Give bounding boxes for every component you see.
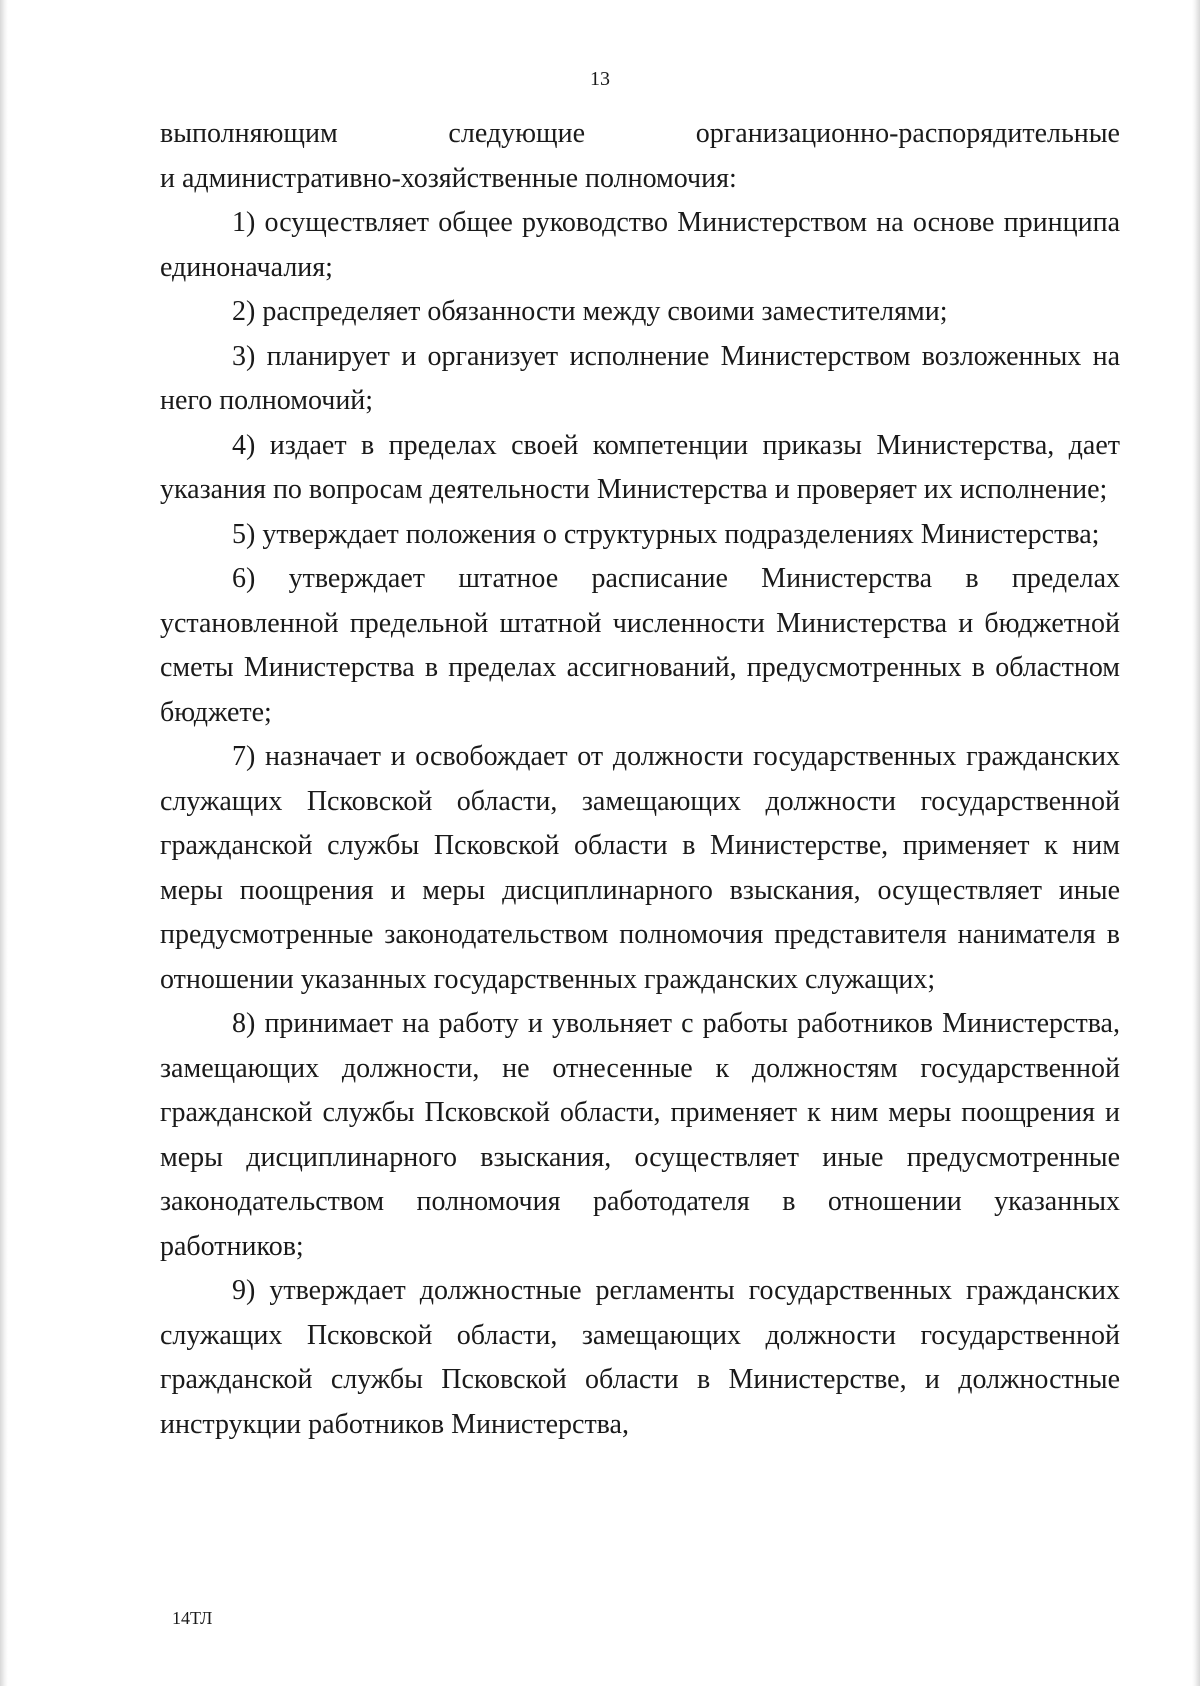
footer-document-code: 14ТЛ [172, 1608, 213, 1628]
list-item-5: 5) утверждает положения о структурных подразделениях Министерства; [232, 518, 1100, 550]
list-item-4: 4) издает в пределах своей компетенции приказы Министерства, дает указания по вопросам деятельности Министерства и проверяет их исполнение; [160, 429, 1120, 505]
list-item-8: 8) принимает на работу и увольняет с работы работников Министерства, замещающих должности, не отнесенные к должностям государственной гражданской службы Псковской области, применяет к ним меры поощрения и меры дисциплинарного взыскания, осуществляет иные предусмотренные законодательством полномочия работодателя в отношении указанных работников; [160, 1008, 1120, 1262]
list-item-6: 6) утверждает штатное расписание Министерства в пределах установленной предельной штатной численности Министерства и бюджетной сметы Министерства в пределах ассигнований, предусмотренных в областном бюджете; [160, 563, 1120, 728]
list-item-9: 9) утверждает должностные регламенты государственных гражданских служащих Псковской области, замещающих должности государственной гражданской службы Псковской области в Министерстве, и должностные инструкции работников Министерства, [160, 1275, 1120, 1440]
body-text [160, 112, 1120, 1447]
paragraph-intro [160, 112, 1120, 201]
scan-edge-right [1192, 0, 1200, 1686]
scan-edge-left [0, 0, 8, 1686]
list-item-3: 3) планирует и организует исполнение Министерством возложенных на него полномочий; [160, 340, 1120, 416]
list-item-7: 7) назначает и освобождает от должности государственных гражданских служащих Псковской области, замещающих должности государственной гражданской службы Псковской области в Министерстве, применяет к ним меры поощрения и меры дисциплинарного взыскания, осуществляет иные предусмотренные законодательством полномочия представителя нанимателя в отношении указанных государственных гражданских служащих; [160, 741, 1120, 995]
paragraph-intro-lead-line: выполняющим следующие организационно-распорядительные [160, 118, 1120, 149]
paragraph-intro-text: и административно-хозяйственные полномочия: [160, 162, 737, 194]
list-item-2: 2) распределяет обязанности между своими заместителями; [232, 296, 948, 327]
list-item-1: 1) осуществляет общее руководство Министерством на основе принципа единоначалия; [160, 207, 1120, 283]
page-number: 13 [590, 68, 610, 90]
